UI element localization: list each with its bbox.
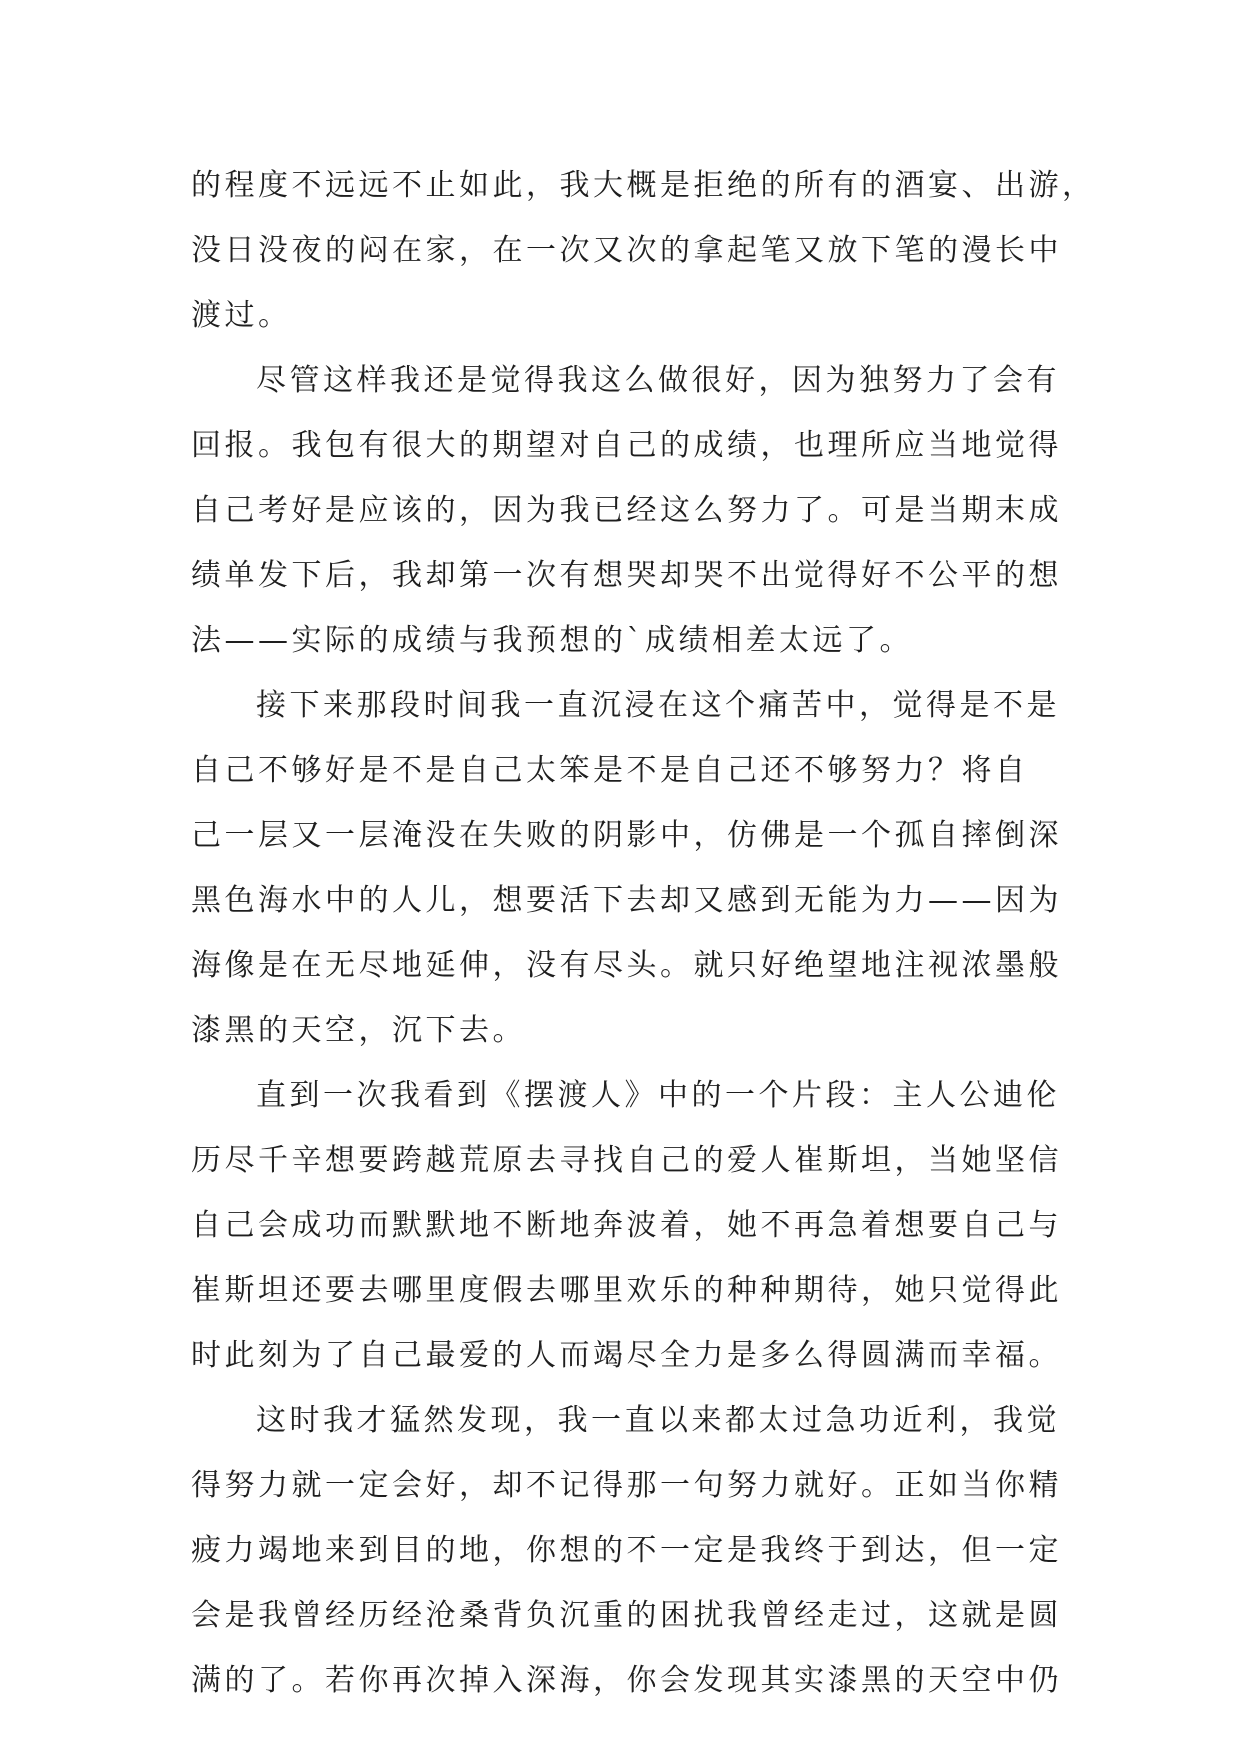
text-line: 海像是在无尽地延伸，没有尽头。就只好绝望地注视浓墨般	[191, 948, 1062, 983]
text-line: 自己不够好是不是自己太笨是不是自己还不够努力？将自	[191, 753, 1029, 788]
text-line: 自己考好是应该的，因为我已经这么努力了。可是当期末成	[191, 493, 1062, 528]
text-line: 会是我曾经历经沧桑背负沉重的困扰我曾经走过，这就是圆	[191, 1598, 1062, 1633]
text-line: 绩单发下后，我却第一次有想哭却哭不出觉得好不公平的想	[191, 558, 1062, 593]
text-line: 法——实际的成绩与我预想的`成绩相差太远了。	[191, 623, 913, 658]
text-line: 疲力竭地来到目的地，你想的不一定是我终于到达，但一定	[191, 1533, 1062, 1568]
text-line: 漆黑的天空，沉下去。	[191, 1013, 526, 1048]
text-line: 没日没夜的闷在家，在一次又次的拿起笔又放下笔的漫长中	[191, 233, 1062, 268]
text-line: 黑色海水中的人儿，想要活下去却又感到无能为力——因为	[191, 883, 1062, 918]
paragraph-5	[191, 1388, 1061, 1713]
text-line: 接下来那段时间我一直沉浸在这个痛苦中，觉得是不是	[256, 688, 1060, 723]
paragraph-3	[191, 673, 1061, 1063]
paragraph-1	[191, 153, 1096, 348]
paragraph-4	[191, 1063, 1061, 1388]
text-line: 崔斯坦还要去哪里度假去哪里欢乐的种种期待，她只觉得此	[191, 1273, 1062, 1308]
text-line: 尽管这样我还是觉得我这么做很好，因为独努力了会有	[256, 363, 1060, 398]
text-line: 渡过。	[191, 298, 292, 333]
text-line: 得努力就一定会好，却不记得那一句努力就好。正如当你精	[191, 1468, 1062, 1503]
text-line: 自己会成功而默默地不断地奔波着，她不再急着想要自己与	[191, 1208, 1062, 1243]
text-line: 满的了。若你再次掉入深海，你会发现其实漆黑的天空中仍	[191, 1663, 1062, 1698]
text-line: 回报。我包有很大的期望对自己的成绩，也理所应当地觉得	[191, 428, 1062, 463]
text-line: 的程度不远远不止如此，我大概是拒绝的所有的酒宴、出游，	[191, 168, 1096, 203]
text-line: 时此刻为了自己最爱的人而竭尽全力是多么得圆满而幸福。	[191, 1338, 1062, 1373]
body-text	[191, 153, 1096, 1713]
text-line: 这时我才猛然发现，我一直以来都太过急功近利，我觉	[256, 1403, 1060, 1438]
text-line: 直到一次我看到《摆渡人》中的一个片段：主人公迪伦	[256, 1078, 1060, 1113]
text-line: 历尽千辛想要跨越荒原去寻找自己的爱人崔斯坦，当她坚信	[191, 1143, 1062, 1178]
text-line: 己一层又一层淹没在失败的阴影中，仿佛是一个孤自摔倒深	[191, 818, 1062, 853]
paragraph-2	[191, 348, 1061, 673]
